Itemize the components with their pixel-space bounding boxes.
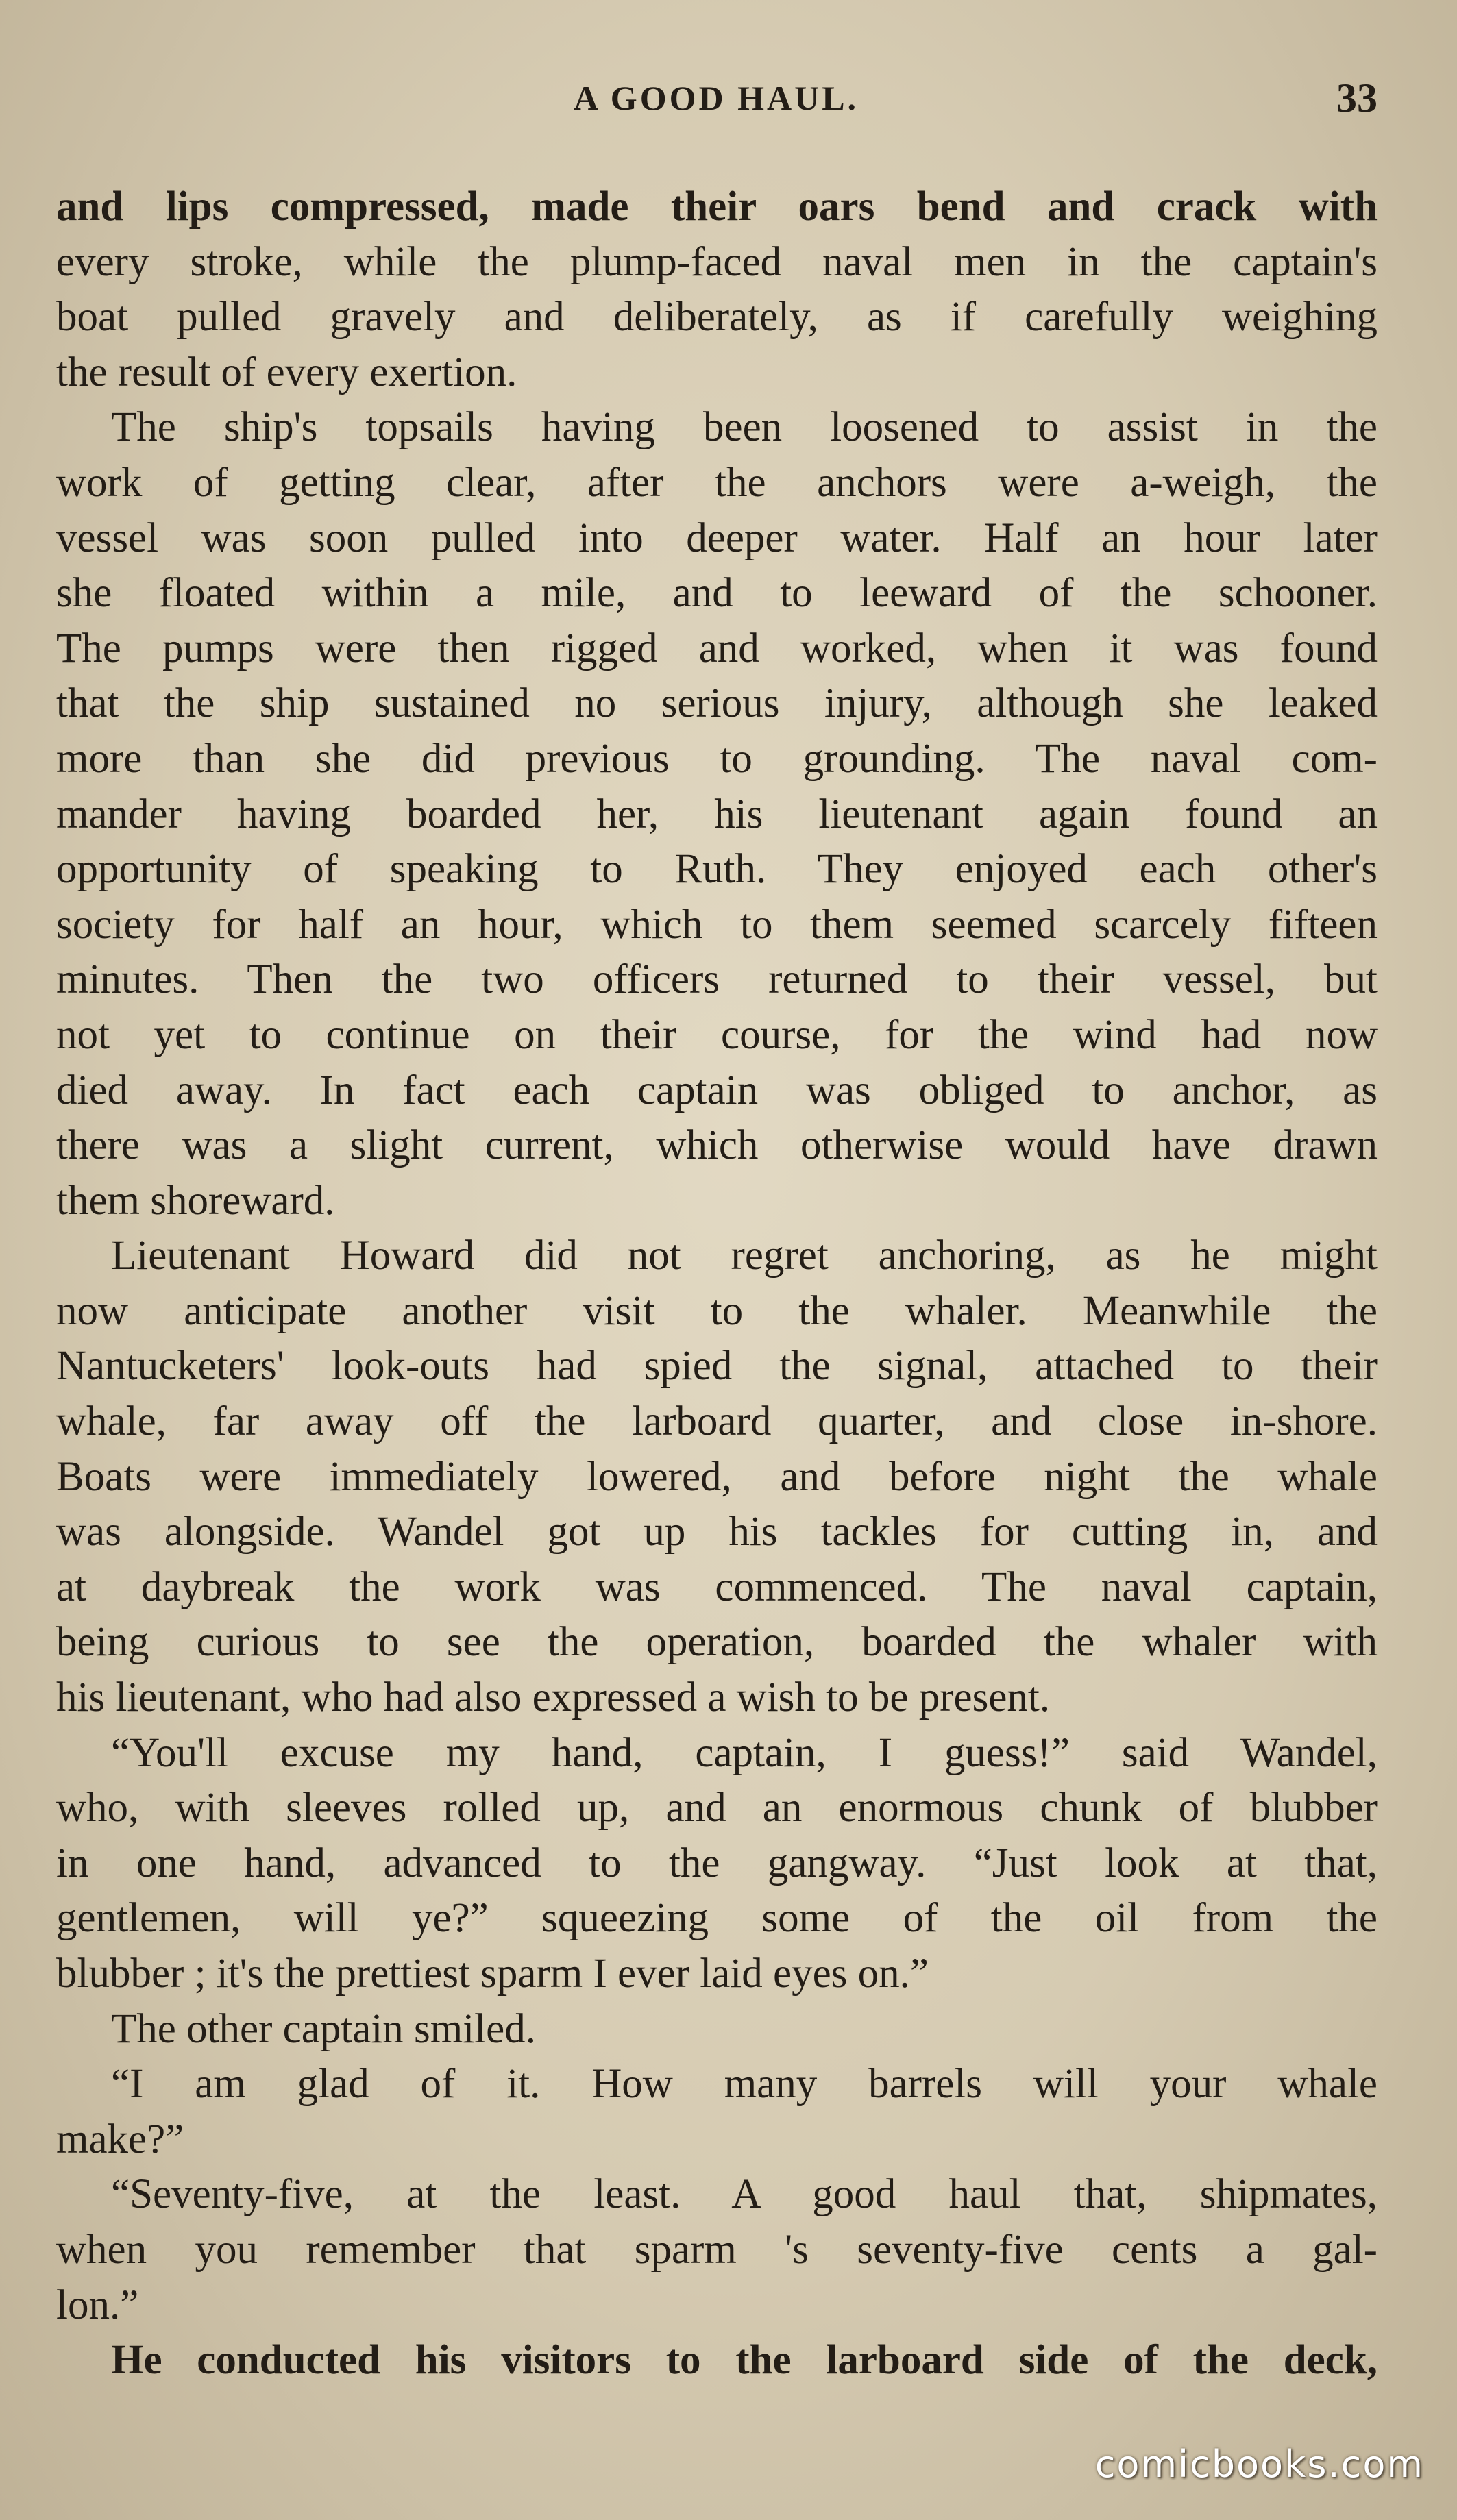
page-number: 33 (1336, 75, 1378, 121)
text-line: at daybreak the work was commenced. The naval captain, (56, 1564, 1378, 1610)
text-line: He conducted his visitors to the larboard side of the deck, (111, 2337, 1378, 2384)
running-title: A GOOD HAUL. (573, 79, 859, 117)
text-line: being curious to see the operation, boarded the whaler with (56, 1619, 1378, 1666)
text-line: gentlemen, will ye?” squeezing some of the oil from the (56, 1895, 1378, 1942)
text-line: not yet to continue on their course, for the wind had now (56, 1011, 1378, 1058)
text-line: “Seventy-five, at the least. A good haul that, shipmates, (111, 2171, 1378, 2218)
paragraph (56, 2002, 1378, 2058)
text-line: there was a slight current, which otherwise would have drawn (56, 1122, 1378, 1169)
text-line: in one hand, advanced to the gangway. “Just look at that, (56, 1840, 1378, 1886)
text-line: now anticipate another visit to the whaler. Meanwhile the (56, 1287, 1378, 1334)
text-line: make?” (56, 2116, 184, 2162)
text-line: mander having boarded her, his lieutenant again found an (56, 791, 1378, 837)
text-line: who, with sleeves rolled up, and an enormous chunk of blubber (56, 1785, 1378, 1831)
text-line: The pumps were then rigged and worked, when it was found (56, 625, 1378, 671)
paragraph (56, 1726, 1378, 2002)
text-line: vessel was soon pulled into deeper water. Half an hour later (56, 515, 1378, 561)
text-line: every stroke, while the plump-faced naval men in the captain's (56, 238, 1378, 285)
text-line: society for half an hour, which to them seemed scarcely fifteen (56, 901, 1378, 948)
text-line: The ship's topsails having been loosened to assist in the (111, 404, 1378, 451)
text-line: boat pulled gravely and deliberately, as if carefully weighing (56, 294, 1378, 341)
body-text (56, 180, 1378, 2388)
paragraph (56, 400, 1378, 1228)
text-line: them shoreward. (56, 1177, 335, 1224)
text-line: The other captain smiled. (111, 2005, 536, 2052)
text-line: lon.” (56, 2282, 139, 2328)
paragraph (56, 2333, 1378, 2388)
paragraph (56, 2057, 1378, 2167)
text-line: opportunity of speaking to Ruth. They enjoyed each other's (56, 846, 1378, 893)
text-line: that the ship sustained no serious injury, although she leaked (56, 680, 1378, 727)
page-header (55, 74, 1378, 136)
text-line: more than she did previous to grounding. The naval com- (56, 735, 1378, 782)
text-line: Nantucketers' look-outs had spied the signal, attached to their (56, 1343, 1378, 1389)
paragraph (56, 1228, 1378, 1725)
paragraph (56, 2167, 1378, 2333)
text-line: Boats were immediately lowered, and before night the whale (56, 1453, 1378, 1500)
paragraph (56, 180, 1378, 400)
watermark: comicbooks.com (1094, 2443, 1424, 2486)
text-line: and lips compressed, made their oars bend and crack with (56, 184, 1378, 230)
text-line: blubber ; it's the prettiest sparm I ever laid eyes on.” (56, 1951, 929, 1997)
text-line: “You'll excuse my hand, captain, I guess!” said Wandel, (111, 1729, 1378, 1776)
text-line: whale, far away off the larboard quarter, and close in-shore. (56, 1398, 1378, 1445)
text-line: died away. In fact each captain was obliged to anchor, as (56, 1067, 1378, 1113)
text-line: she floated within a mile, and to leeward of the schooner. (56, 570, 1378, 617)
text-line: the result of every exertion. (56, 349, 517, 395)
text-line: was alongside. Wandel got up his tackles for cutting in, and (56, 1509, 1378, 1555)
text-line: when you remember that sparm 's seventy-five cents a gal- (56, 2226, 1378, 2273)
text-line: work of getting clear, after the anchors were a-weigh, the (56, 459, 1378, 506)
text-line: “I am glad of it. How many barrels will your whale (111, 2061, 1378, 2108)
text-line: his lieutenant, who had also expressed a wish to be present. (56, 1675, 1051, 1721)
text-line: minutes. Then the two officers returned to their vessel, but (56, 956, 1378, 1003)
text-line: Lieutenant Howard did not regret anchoring, as he might (111, 1233, 1378, 1279)
